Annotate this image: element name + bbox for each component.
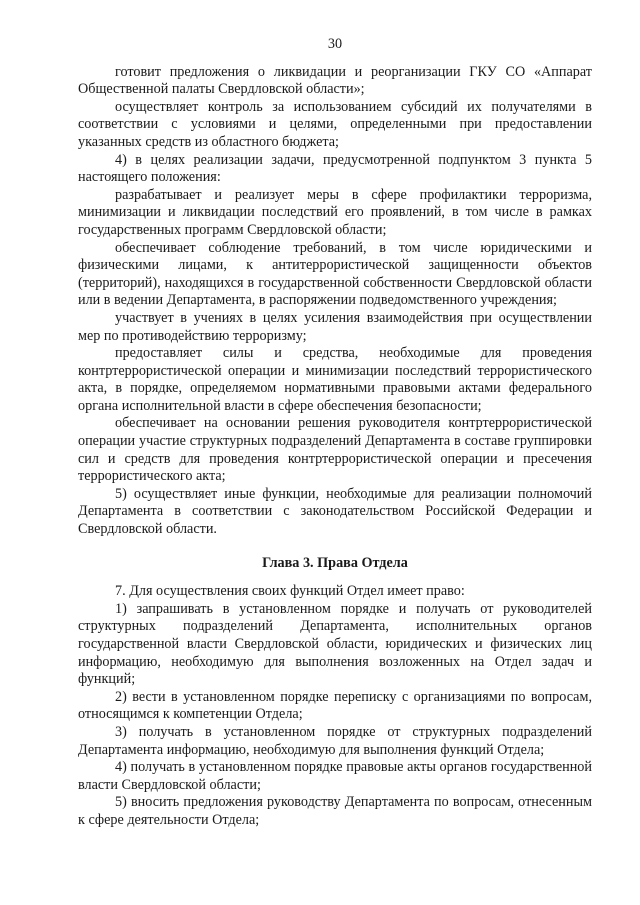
paragraph: 4) в целях реализации задачи, предусмотренной подпунктом 3 пункта 5 настоящего положения: xyxy=(78,151,592,186)
paragraph: 5) осуществляет иные функции, необходимые для реализации полномочий Департамента в соответствии с законодательством Российской Федерации и Свердловской области. xyxy=(78,485,592,538)
paragraph: разрабатывает и реализует меры в сфере профилактики терроризма, минимизации и ликвидации последствий его проявлений, в том числе в рамках государственных программ Свердловской области; xyxy=(78,186,592,238)
paragraph: 3) получать в установленном порядке от структурных подразделений Департамента информацию, необходимую для выполнения функций Отдела; xyxy=(78,723,592,758)
paragraph: обеспечивает на основании решения руководителя контртеррористической операции участие структурных подразделений Департамента в составе группировки сил и средств для проведения контртеррористической операции и пресечения террористического акта; xyxy=(78,415,592,485)
paragraph: осуществляет контроль за использованием субсидий их получателями в соответствии с условиями и целями, определенными при предоставлении указанных средств из областного бюджета; xyxy=(78,98,592,150)
paragraph: предоставляет силы и средства, необходимые для проведения контртеррористической операции и минимизации последствий террористического акта, в порядке, определяемом нормативными правовыми актами федерального органа исполнительной власти в сфере обеспечения безопасности; xyxy=(78,345,592,414)
page-number: 30 xyxy=(327,36,343,52)
chapter-title: Глава 3. Права Отдела xyxy=(262,554,408,571)
paragraph: 5) вносить предложения руководству Департамента по вопросам, отнесенным к сфере деятельности Отдела; xyxy=(78,794,592,828)
paragraph: 4) получать в установленном порядке правовые акты органов государственной власти Свердловской области; xyxy=(78,759,592,793)
paragraph: готовит предложения о ликвидации и реорганизации ГКУ СО «Аппарат Общественной палаты Свердловской области»; xyxy=(78,63,592,98)
paragraph: участвует в учениях в целях усиления взаимодействия при осуществлении мер по противодействию терроризму; xyxy=(78,309,592,344)
paragraph: 1) запрашивать в установленном порядке и получать от руководителей структурных подразделений Департамента, исполнительных органов государственной власти Свердловской области, юридических и физических лиц информацию, необходимую для выполнения возложенных на Отдел задач и функций; xyxy=(78,600,592,688)
paragraph: 7. Для осуществления своих функций Отдел имеет право: xyxy=(115,583,465,600)
paragraph: обеспечивает соблюдение требований, в том числе юридическими и физическими лицами, к антитеррористической защищенности объектов (территорий), находящихся в государственной собственности Свердловской области или в ведении Департамента, в распоряжении подведомственного учреждения; xyxy=(78,239,592,309)
paragraph: 2) вести в установленном порядке переписку с организациями по вопросам, относящимся к компетенции Отдела; xyxy=(78,688,592,723)
